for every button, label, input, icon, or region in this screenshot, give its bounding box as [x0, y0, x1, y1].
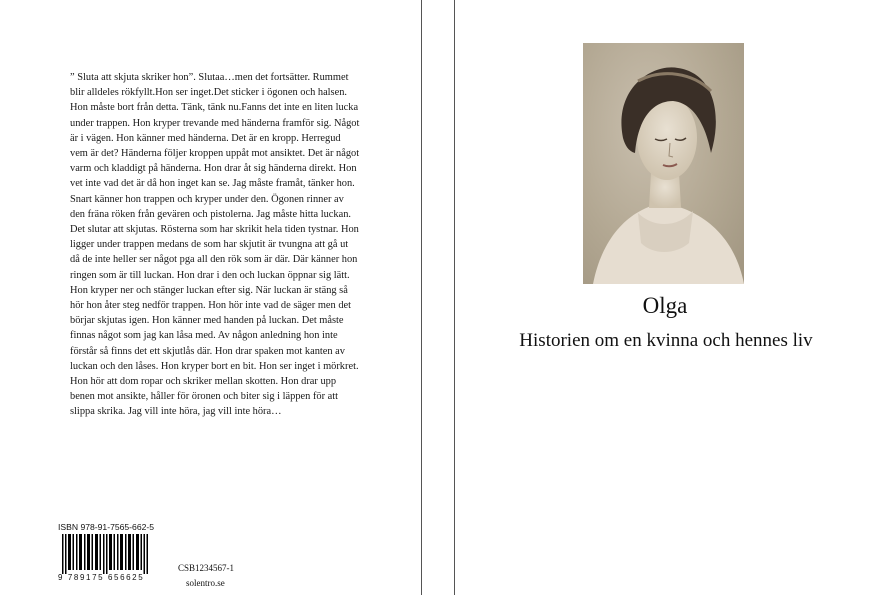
csb-code: CSB1234567-1: [178, 563, 235, 573]
barcode: [62, 534, 148, 574]
isbn-label: ISBN 978-91-7565-662-5: [58, 522, 155, 532]
back-cover-blurb: [70, 70, 360, 420]
spine-right-edge: [454, 0, 455, 595]
book-subtitle: Historien om en kvinna och hennes liv: [519, 330, 813, 351]
book-title: Olga: [642, 293, 688, 318]
cover-portrait: [583, 43, 744, 284]
publisher-url: solentro.se: [186, 578, 225, 588]
spine-left-edge: [421, 0, 422, 595]
blurb-paragraph: ” Sluta att skjuta skriker hon”. Slutaa…men det fortsätter. Rummet blir alldeles rökfyllt.Hon ser inget.Det sticker i ögonen och halsen. Hon måste bort från detta. Tänk, tänk nu.Fanns det inte en liten lucka under trappen. Hon kryper trevande med händerna framför sig. Något är i vägen. Hon känner med händerna. Det är en kropp. Herregud vem är det? Händerna följer kroppen uppåt mot ansiktet. Det är något varm och kladdigt på händerna. Hon drar åt sig händerna direkt. Hon vet inte vad det är då hon inget kan se. Jag måste framåt, tänker hon. Snart känner hon trappen och kryper under den. Ögonen rinner av den fräna röken från gevären och pistolerna. Jag måste hitta luckan. Det slutar att skjutas. Rösterna som har skrikit hela tiden tystnar. Hon ligger under trappen medans de som har skjutit är tvungna att gå ut då de inte heller ser något pga all den rök som är där. Där känner hon ringen som är till luckan. Hon drar i den och luckan öppnar sig lätt. Hon kryper ner och stänger luckan efter sig. När luckan är stäng så hör hon åter steg nedför trappen. Hon hör inte vad de säger men det börjar skjutas igen. Hon känner med handen på luckan. Det måste finnas något som jag kan låsa med. Av någon anledning hon inte förstår så finns det ett skjutlås där. Hon drar spaken mot kanten av luckan och den låses. Hon kryper bort en bit. Hon ser inget i mörkret. Hon hör att dom ropar och skriker mellan skotten. Hon drar upp benen mot ansikte, håller för öronen och biter sig i läppen för att slippa skrika. Jag vill inte höra, jag vill inte höra…: [70, 72, 360, 418]
barcode-digits: 9 789175 656625: [58, 573, 145, 582]
